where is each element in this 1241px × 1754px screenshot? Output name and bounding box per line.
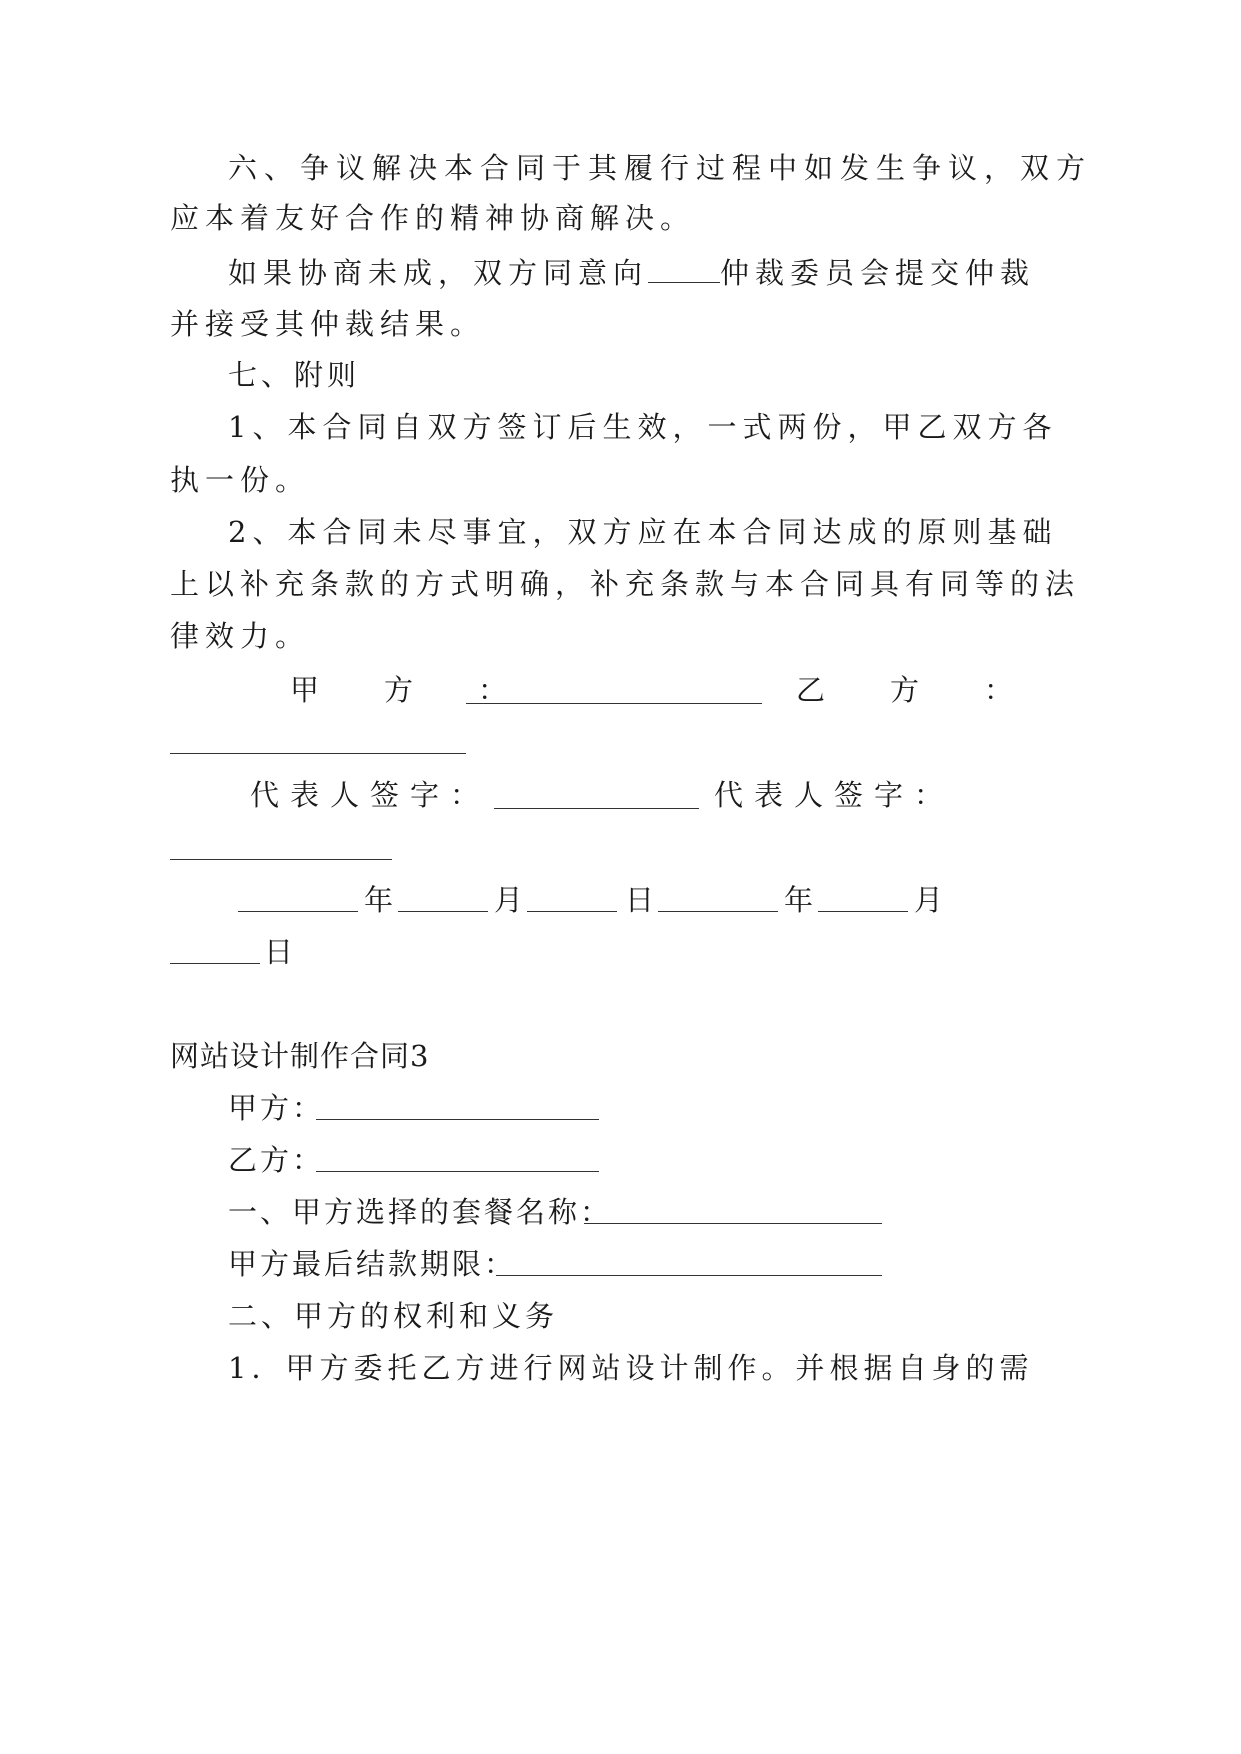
section7-item2-line3: 律效力。 <box>170 619 311 653</box>
contract3-party-a-label: 甲方： <box>228 1091 325 1125</box>
date-b-year-blank <box>658 910 778 912</box>
contract3-deadline-label: 甲方最后结款期限： <box>228 1247 517 1281</box>
contract3-party-b-label: 乙方： <box>228 1143 325 1177</box>
sig-party-a-label: 甲 方 ： <box>290 673 526 707</box>
section7-item2-line1: 2、本合同未尽事宜，双方应在本合同达成的原则基础 <box>228 515 1058 549</box>
section6-line3b: 仲裁委员会提交仲裁 <box>720 256 1036 290</box>
sig-rep-b-blank <box>170 858 392 860</box>
date-b-month: 月 <box>914 883 946 917</box>
section7-item1-line1: 1、本合同自双方签订后生效，一式两份，甲乙双方各 <box>228 410 1058 444</box>
date-a-year: 年 <box>364 883 396 917</box>
sig-rep-b-label: 代表人签字： <box>714 778 955 812</box>
date-b-month-blank <box>818 910 908 912</box>
sig-party-a-blank <box>466 702 762 704</box>
section6-line3 <box>228 252 1035 293</box>
contract3-package-label: 一、甲方选择的套餐名称： <box>228 1195 613 1229</box>
section6-line2: 应本着友好合作的精神协商解决。 <box>170 201 696 235</box>
contract3-party-a-blank <box>316 1118 599 1120</box>
section6-line3a: 如果协商未成，双方同意向 <box>228 256 649 290</box>
arbitration-blank <box>648 252 720 283</box>
sig-party-b-label: 乙 方 ： <box>796 673 1032 707</box>
section6-line1-text: 六、争议解决本合同于其履行过程中如发生争议，双方 <box>228 151 1093 185</box>
contract3-deadline-blank <box>496 1274 882 1276</box>
date-a-year-blank <box>238 910 358 912</box>
date-a-month-blank <box>398 910 488 912</box>
contract3-party-b-blank <box>316 1170 599 1172</box>
sig-rep-a-label: 代表人签字： <box>250 778 491 812</box>
date-a-day-blank <box>527 910 617 912</box>
date-a-day: 日 <box>625 883 657 917</box>
date-a-month: 月 <box>494 883 526 917</box>
contract3-package-blank <box>584 1222 882 1224</box>
date-b-day: 日 <box>264 935 296 969</box>
contract3-item1: 1．甲方委托乙方进行网站设计制作。并根据自身的需 <box>228 1351 1034 1385</box>
section6-line4: 并接受其仲裁结果。 <box>170 307 486 341</box>
contract3-section2-heading: 二、甲方的权利和义务 <box>228 1299 559 1333</box>
date-b-day-blank <box>170 962 260 964</box>
date-b-year: 年 <box>784 883 816 917</box>
contract3-title: 网站设计制作合同3 <box>170 1039 430 1073</box>
section7-heading: 七、附则 <box>228 358 361 392</box>
sig-party-b-blank <box>170 752 466 754</box>
sig-rep-a-blank <box>494 807 699 809</box>
section7-item2-line2: 上以补充条款的方式明确，补充条款与本合同具有同等的法 <box>170 567 1081 601</box>
section7-item1-line2: 执一份。 <box>170 463 311 497</box>
section6-line1 <box>228 148 1093 188</box>
